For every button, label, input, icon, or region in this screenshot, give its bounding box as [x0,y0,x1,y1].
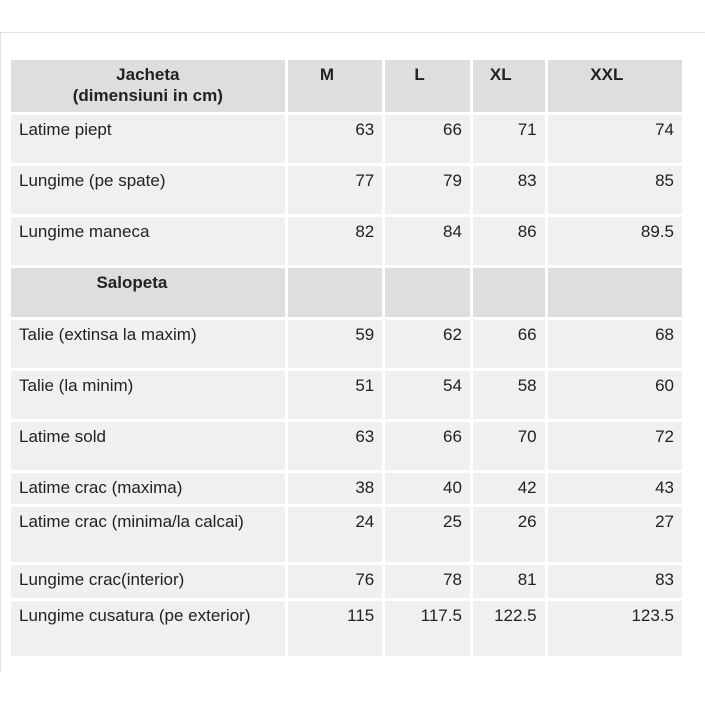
table-row [11,371,682,419]
row-label: Latime piept [11,115,285,163]
row-label: Latime crac (maxima) [11,473,285,504]
row-value-m: 51 [288,371,383,419]
header-size-xl: XL [473,60,545,112]
header-size-m: M [288,60,383,112]
row-label: Lungime crac(interior) [11,565,285,598]
table-row [11,320,682,368]
row-label: Latime crac (minima/la calcai) [11,507,285,562]
size-table [11,60,682,659]
table-row [11,473,682,504]
row-value-m: 59 [288,320,383,368]
row-value-m: 38 [288,473,383,504]
row-value-l: 79 [385,166,470,214]
table-row [11,422,682,470]
header-label-cell [11,60,285,112]
row-value-m: 63 [288,115,383,163]
row-value-m: 77 [288,166,383,214]
row-value-xl: 122.5 [473,601,545,656]
row-value-xl: 71 [473,115,545,163]
table-row [11,565,682,598]
row-value-xl: 70 [473,422,545,470]
row-value-xxl: 89.5 [548,217,682,265]
row-value-xl: 83 [473,166,545,214]
row-value-xl: 86 [473,217,545,265]
section-empty-cell [288,268,383,317]
section-empty-cell [473,268,545,317]
row-label: Talie (extinsa la maxim) [11,320,285,368]
row-value-m: 82 [288,217,383,265]
row-label: Lungime (pe spate) [11,166,285,214]
row-value-xxl: 60 [548,371,682,419]
table-row [11,217,682,265]
section-empty-cell [385,268,470,317]
row-value-m: 76 [288,565,383,598]
row-value-m: 24 [288,507,383,562]
row-value-xxl: 68 [548,320,682,368]
row-value-xl: 81 [473,565,545,598]
row-value-l: 117.5 [385,601,470,656]
table-header-row [11,60,682,112]
row-value-xl: 26 [473,507,545,562]
header-size-xxl: XXL [548,60,682,112]
row-value-l: 25 [385,507,470,562]
row-value-xl: 58 [473,371,545,419]
header-title: Jacheta [116,65,180,84]
row-value-l: 78 [385,565,470,598]
row-label: Lungime maneca [11,217,285,265]
section-title: Salopeta [11,268,285,317]
table-row [11,115,682,163]
header-subtitle: (dimensiuni in cm) [72,86,223,105]
row-value-xxl: 72 [548,422,682,470]
row-value-xxl: 43 [548,473,682,504]
row-value-xxl: 85 [548,166,682,214]
row-value-m: 63 [288,422,383,470]
row-value-xl: 66 [473,320,545,368]
header-size-l: L [385,60,470,112]
row-value-xl: 42 [473,473,545,504]
table-row [11,166,682,214]
row-label: Lungime cusatura (pe exterior) [11,601,285,656]
row-value-l: 40 [385,473,470,504]
row-value-l: 54 [385,371,470,419]
row-label: Latime sold [11,422,285,470]
row-value-l: 66 [385,115,470,163]
row-value-xxl: 83 [548,565,682,598]
row-value-xxl: 123.5 [548,601,682,656]
row-value-l: 62 [385,320,470,368]
row-value-m: 115 [288,601,383,656]
section-header-row [11,268,682,317]
row-value-xxl: 27 [548,507,682,562]
section-empty-cell [548,268,682,317]
row-label: Talie (la minim) [11,371,285,419]
table-row [11,507,682,562]
row-value-l: 84 [385,217,470,265]
row-value-xxl: 74 [548,115,682,163]
table-row [11,601,682,656]
row-value-l: 66 [385,422,470,470]
